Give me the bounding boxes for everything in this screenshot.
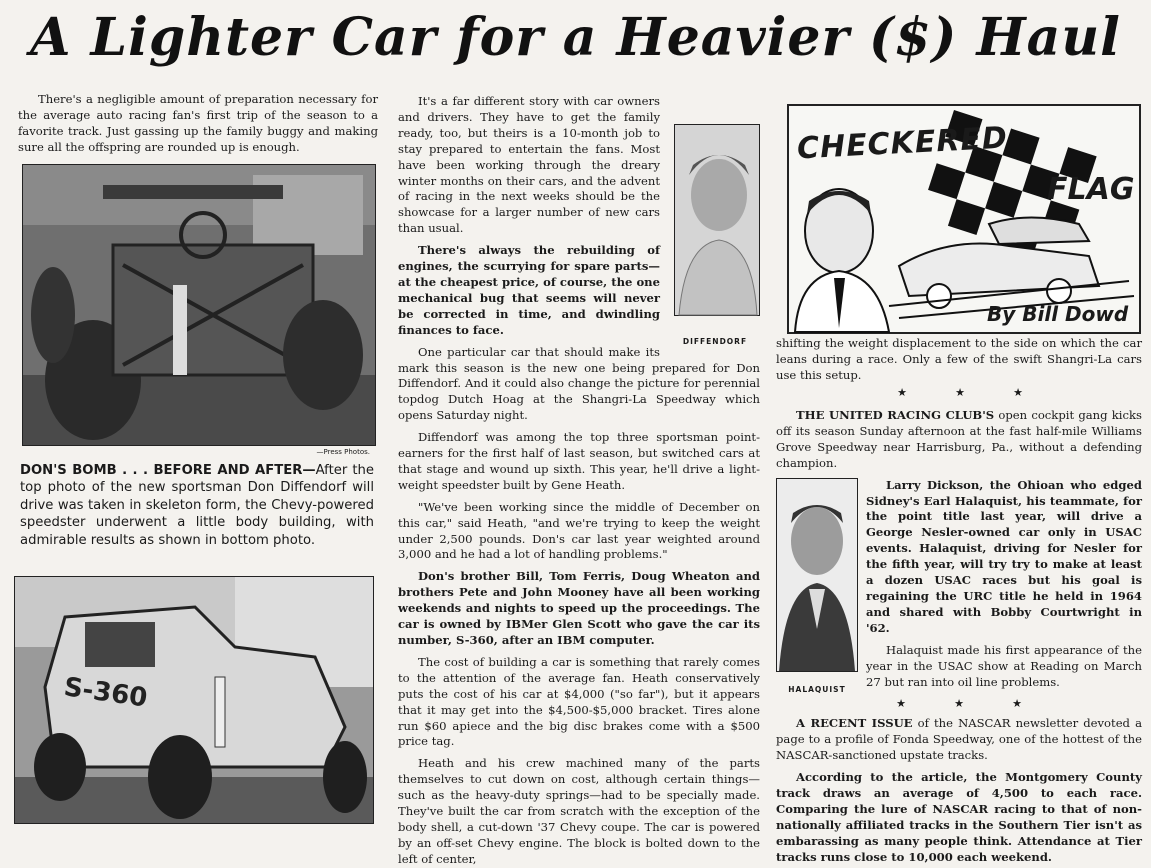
col2-paragraph-4: Diffendorf was among the top three sportsman point-earners for the first half of last season, but switched cars at that stage and wound up sixth. This year, he'll drive a light-weight speedster built by Gene Heath. — [398, 430, 760, 492]
diffendorf-photo-float — [670, 124, 760, 348]
intro-paragraph — [18, 92, 378, 162]
col2-paragraph-7: The cost of building a car is something that rarely comes to the attention of the average fan. Heath conservatively puts the cost of his car at $4,000 ("so far"), but it appears that it may get into the $4,500-$5,000 bracket. Tires alone run $60 apiece and the big disc brakes come with a $500 price tag. — [398, 654, 760, 749]
col2-paragraph-5: "We've been working since the middle of December on this car," said Heath, "and we're trying to keep the weight under 2,500 pounds. Don's car last year weighted around 3,000 and he had a lot of handling problems." — [398, 499, 760, 562]
photo-credit: —Press Photos. — [316, 448, 370, 456]
divider-star: ★ — [897, 386, 907, 399]
finished-car-illustration — [15, 577, 373, 823]
divider-star: ★ — [954, 697, 964, 711]
nascar-lead: A RECENT ISSUE — [796, 716, 913, 731]
logo-checkered: CHECKERED — [796, 120, 1009, 167]
halaquist-photo-float — [776, 478, 858, 692]
column-two — [398, 94, 760, 866]
nascar-text: of the NASCAR newsletter devoted a page to a profile of Fonda Speedway, one of the hottest of the NASCAR-sanctioned upstate tracks. — [776, 716, 1142, 763]
col2-paragraph-2: There's always the rebuilding of engines, the scurrying for spare parts—at the cheapest price, of course, the one mechanical bug that seems will never be corrected in time, and dwindling finances to face. — [398, 243, 660, 337]
diffendorf-photo — [674, 124, 760, 316]
col2-paragraph-1: It's a far different story with car owners and drivers. They have to get the family ready, too, but theirs is a 10-month job to stay prepared to entertain the fans. Most have been working through the dreary winter months on their cars, and the advent of racing in the next weeks should be the showcase for a larger number of new cars than usual. — [398, 94, 660, 236]
urc-lead: THE UNITED RACING CLUB'S — [796, 408, 995, 422]
divider-star: ★ — [1012, 697, 1022, 711]
section-divider-2 — [776, 696, 1142, 712]
logo-byline: By Bill Dowd — [987, 302, 1129, 326]
col2-paragraph-8: Heath and his crew machined many of the parts themselves to cut down on cost, although certain things—such as the heavy-duty springs—had to be specially made. They've built the car from scratch with the exception of the body shell, a cut-down '37 Chevy coupe. The car is powered by an off-set Chevy engine. The block is bolted down to the left of center, — [398, 756, 760, 866]
divider-star: ★ — [955, 386, 965, 399]
caption-lead: DON'S BOMB . . . BEFORE AND AFTER— — [20, 463, 316, 478]
caption-text: After the top photo of the new sportsman Don Diffendorf will drive was taken in skeleton form, the Chevy-powered speedster underwent a little body building, with admirable results as shown in bottom photo. — [20, 463, 374, 548]
diffendorf-portrait — [675, 125, 759, 315]
car-number: S-360 — [62, 672, 150, 714]
halaquist-tag: HALAQUIST — [788, 684, 846, 694]
checkered-flag-logo — [787, 104, 1141, 334]
larry-paragraph: Larry Dickson, the Ohioan who edged Sidney's Earl Halaquist, his teammate, for the point title last year, will drive a George Nesler-owned car only in USAC events. Halaquist, driving for Nesler for the fifth year, will try try to make at least a dozen USAC races but his goal is regaining the URC title he held in 1964 and shared with Bobby Courtwright in '62. — [866, 477, 1142, 635]
col3-cont-text: shifting the weight displacement to the side on which the car leans during a race. Only a few of the swift Shangri-La cars use this setup. — [776, 336, 1142, 382]
intro-text: There's a negligible amount of preparation necessary for the average auto racing fan's first trip of the season to a favorite track. Just gassing up the family buggy and making sure all the offspring are rounded up is enough. — [18, 92, 378, 154]
section-divider-1 — [870, 386, 1050, 399]
diffendorf-tag: DIFFENDORF — [682, 337, 748, 346]
skeleton-car-photo — [22, 164, 376, 446]
photo-caption — [20, 462, 374, 549]
halaquist-photo — [776, 478, 858, 672]
divider-star: ★ — [896, 697, 906, 711]
col3-continuation — [776, 336, 1142, 390]
urc-text: open cockpit gang kicks off its season Sunday afternoon at the fast half-mile Williams Grove Speedway near Harrisburg, Pa., without a defending champion. — [776, 408, 1142, 470]
according-paragraph: According to the article, the Montgomery County track draws an average of 4,500 to each race. Comparing the lure of NASCAR racing to that of non-nationally affiliated tracks in the Southern Tier isn't as embarassing as many people think. Attendance at Tier tracks runs close to 10,000 each weekend. — [776, 770, 1142, 864]
halaquist-paragraph: Halaquist made his first appearance of the year in the USAC show at Reading on March 27 but ran into oil line problems. — [866, 642, 1142, 689]
halaquist-portrait — [777, 479, 857, 671]
nascar-paragraph — [776, 716, 1142, 764]
headline: A Lighter Car for a Heavier ($) Haul — [30, 7, 1121, 68]
skeleton-car-illustration — [23, 165, 375, 445]
divider-star: ★ — [1013, 386, 1023, 399]
finished-car-photo — [14, 576, 374, 824]
urc-paragraph — [776, 408, 1142, 472]
logo-flag: FLAG — [1047, 172, 1135, 207]
column-three — [776, 408, 1142, 864]
col2-paragraph-6: Don's brother Bill, Tom Ferris, Doug Wheaton and brothers Pete and John Mooney have all been working weekends and nights to speed up the proceedings. The car is owned by IBMer Glen Scott who gave the car its number, S-360, after an IBM computer. — [398, 569, 760, 647]
col2-paragraph-3: One particular car that should make its mark this season is the new one being prepared for Don Diffendorf. And it could also change the picture for perennial topdog Dutch Hoag at the Shangri-La Speedway which opens Saturday night. — [398, 344, 760, 423]
